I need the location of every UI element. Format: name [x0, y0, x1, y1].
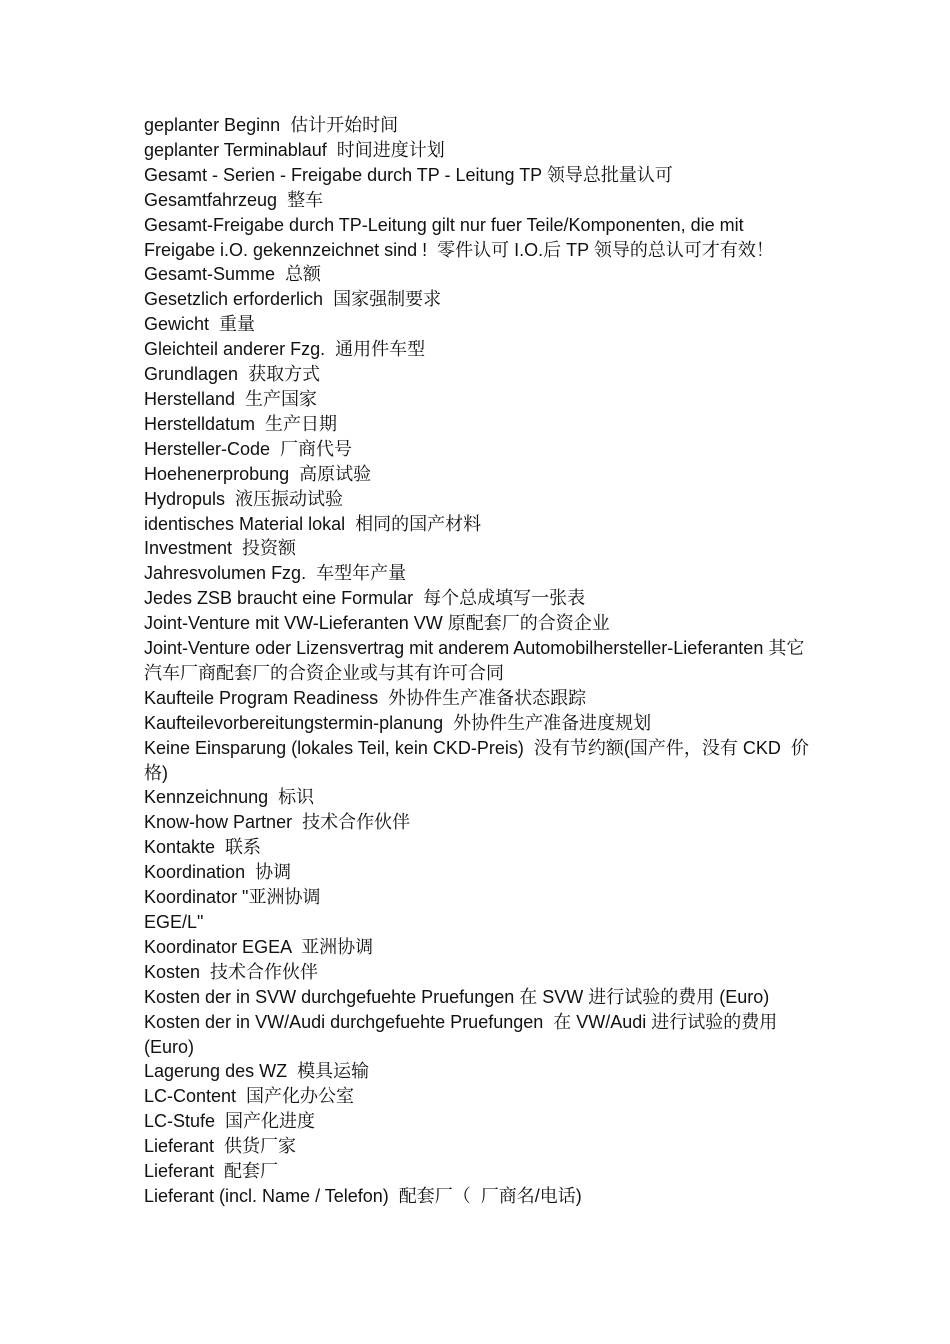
glossary-entry: Kosten der in VW/Audi durchgefuehte Pruefungen 在 VW/Audi 进行试验的费用(Euro)	[144, 1011, 778, 1057]
glossary-entry: Gewicht 重量	[144, 314, 256, 335]
glossary-entry: Know-how Partner 技术合作伙伴	[144, 812, 411, 833]
glossary-entry: Jahresvolumen Fzg. 车型年产量	[144, 563, 407, 584]
glossary-entry: Kaufteile Program Readiness 外协件生产准备状态跟踪	[144, 687, 587, 708]
glossary-entry: identisches Material lokal 相同的国产材料	[144, 513, 482, 534]
glossary-entry: Koordination 协调	[144, 862, 292, 883]
glossary-entry: Kontakte 联系	[144, 837, 262, 858]
glossary-entry: geplanter Terminablauf 时间进度计划	[144, 139, 445, 160]
glossary-entry: Joint-Venture oder Lizensvertrag mit anderem Automobilhersteller-Lieferanten 其它汽车厂商配套厂的合资企业或与其有许可合同	[144, 638, 805, 683]
glossary-entry: Kosten 技术合作伙伴	[144, 961, 319, 982]
glossary-entry: geplanter Beginn 估计开始时间	[144, 115, 399, 135]
glossary-entry: Investment 投资额	[144, 538, 297, 559]
glossary-entry: Lieferant (incl. Name / Telefon) 配套厂（ 厂商名/电话)	[144, 1185, 582, 1206]
glossary-entry: Kennzeichnung 标识	[144, 787, 315, 808]
glossary-entry: Hoehenerprobung 高原试验	[144, 463, 372, 484]
glossary-entry: Gleichteil anderer Fzg. 通用件车型	[144, 339, 426, 360]
glossary-entry: Kosten der in SVW durchgefuehte Pruefungen 在 SVW 进行试验的费用 (Euro)	[144, 986, 770, 1007]
glossary-entry: Lagerung des WZ 模具运输	[144, 1061, 370, 1082]
glossary-entry: Gesetzlich erforderlich 国家强制要求	[144, 289, 442, 310]
glossary-entry: Kaufteilevorbereitungstermin-planung 外协件生产准备进度规划	[144, 712, 652, 733]
glossary-entry: Joint-Venture mit VW-Lieferanten VW 原配套厂的合资企业	[144, 613, 610, 634]
glossary-list	[144, 113, 816, 1209]
glossary-entry: LC-Stufe 国产化进度	[144, 1111, 316, 1132]
glossary-entry: Keine Einsparung (lokales Teil, kein CKD-Preis) 没有节约额(国产件，没有 CKD 价格)	[144, 737, 809, 783]
glossary-entry: Lieferant 配套厂	[144, 1161, 279, 1182]
glossary-entry: Koordinator EGEA 亚洲协调	[144, 936, 374, 957]
glossary-entry: Gesamt - Serien - Freigabe durch TP - Leitung TP 领导总批量认可	[144, 164, 673, 185]
glossary-entry: Gesamt-Freigabe durch TP-Leitung gilt nur fuer Teile/Komponenten, die mit Freigabe i.O. gekennzeichnet sind ! 零件认可 I.O.后 TP 领导的总认可才有效！	[144, 214, 774, 260]
glossary-entry: Hersteller-Code 厂商代号	[144, 438, 353, 459]
glossary-entry: Lieferant 供货厂家	[144, 1136, 297, 1157]
glossary-entry: Herstelldatum 生产日期	[144, 413, 338, 434]
glossary-entry: Gesamtfahrzeug 整车	[144, 189, 324, 210]
glossary-entry: Grundlagen 获取方式	[144, 364, 321, 385]
glossary-entry: Hydropuls 液压振动试验	[144, 488, 344, 509]
glossary-entry: Herstelland 生产国家	[144, 388, 318, 409]
glossary-entry: Gesamt-Summe 总额	[144, 264, 322, 285]
glossary-entry: LC-Content 国产化办公室	[144, 1086, 355, 1107]
glossary-entry: Koordinator "亚洲协调 EGE/L"	[144, 887, 321, 932]
glossary-entry: Jedes ZSB braucht eine Formular 每个总成填写一张表	[144, 588, 586, 609]
